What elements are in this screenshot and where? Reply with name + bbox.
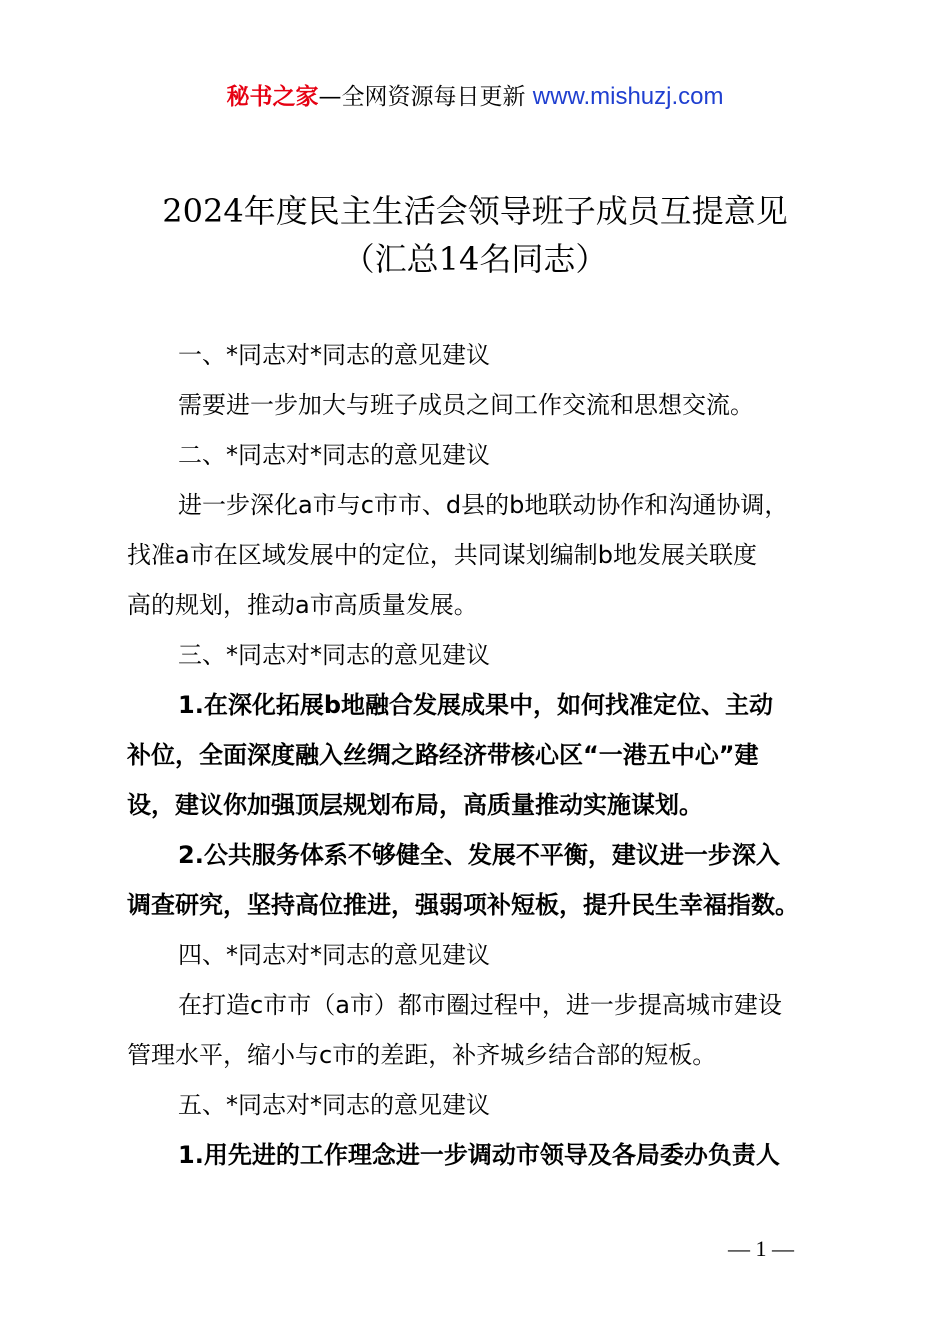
site-brand: 秘书之家 <box>226 84 319 110</box>
section-3-item-2-line-2: 调查研究，坚持高位推进，强弱项补短板，提升民生幸福指数。 <box>127 891 799 919</box>
section-5-heading: 五、*同志对*同志的意见建议 <box>178 1091 490 1119</box>
site-header <box>0 78 950 111</box>
section-2-heading: 二、*同志对*同志的意见建议 <box>178 441 490 469</box>
section-4-line-1: 在打造c市市（a市）都市圈过程中，进一步提高城市建设 <box>178 991 782 1019</box>
site-tagline: —全网资源每日更新 <box>318 84 533 110</box>
section-4-heading: 四、*同志对*同志的意见建议 <box>178 941 490 969</box>
document-title-line1: 2024年度民主生活会领导班子成员互提意见 <box>162 192 788 230</box>
section-2-line-2: 找准a市在区域发展中的定位，共同谋划编制b地发展关联度 <box>127 541 757 569</box>
section-1-paragraph: 需要进一步加大与班子成员之间工作交流和思想交流。 <box>178 391 754 419</box>
section-2-line-1: 进一步深化a市与c市市、d县的b地联动协作和沟通协调， <box>178 491 789 519</box>
section-3-item-1-line-2: 补位，全面深度融入丝绸之路经济带核心区“一港五中心”建 <box>127 741 759 769</box>
section-5-item-1-line-1: 1.用先进的工作理念进一步调动市领导及各局委办负责人 <box>178 1141 780 1169</box>
section-3-heading: 三、*同志对*同志的意见建议 <box>178 641 490 669</box>
site-url-link[interactable]: www.mishuzj.com <box>532 83 724 110</box>
section-3-item-2-line-1: 2.公共服务体系不够健全、发展不平衡，建议进一步深入 <box>178 841 780 869</box>
section-3-item-1-line-3: 设，建议你加强顶层规划布局，高质量推动实施谋划。 <box>127 791 703 819</box>
section-2-line-3: 高的规划，推动a市高质量发展。 <box>127 591 478 619</box>
page-number: — 1 — <box>728 1236 794 1261</box>
section-4-line-2: 管理水平，缩小与c市的差距，补齐城乡结合部的短板。 <box>127 1041 717 1069</box>
section-1-heading: 一、*同志对*同志的意见建议 <box>178 341 490 369</box>
section-3-item-1-line-1: 1.在深化拓展b地融合发展成果中，如何找准定位、主动 <box>178 691 773 719</box>
document-title-line2: （汇总14名同志） <box>342 240 608 278</box>
